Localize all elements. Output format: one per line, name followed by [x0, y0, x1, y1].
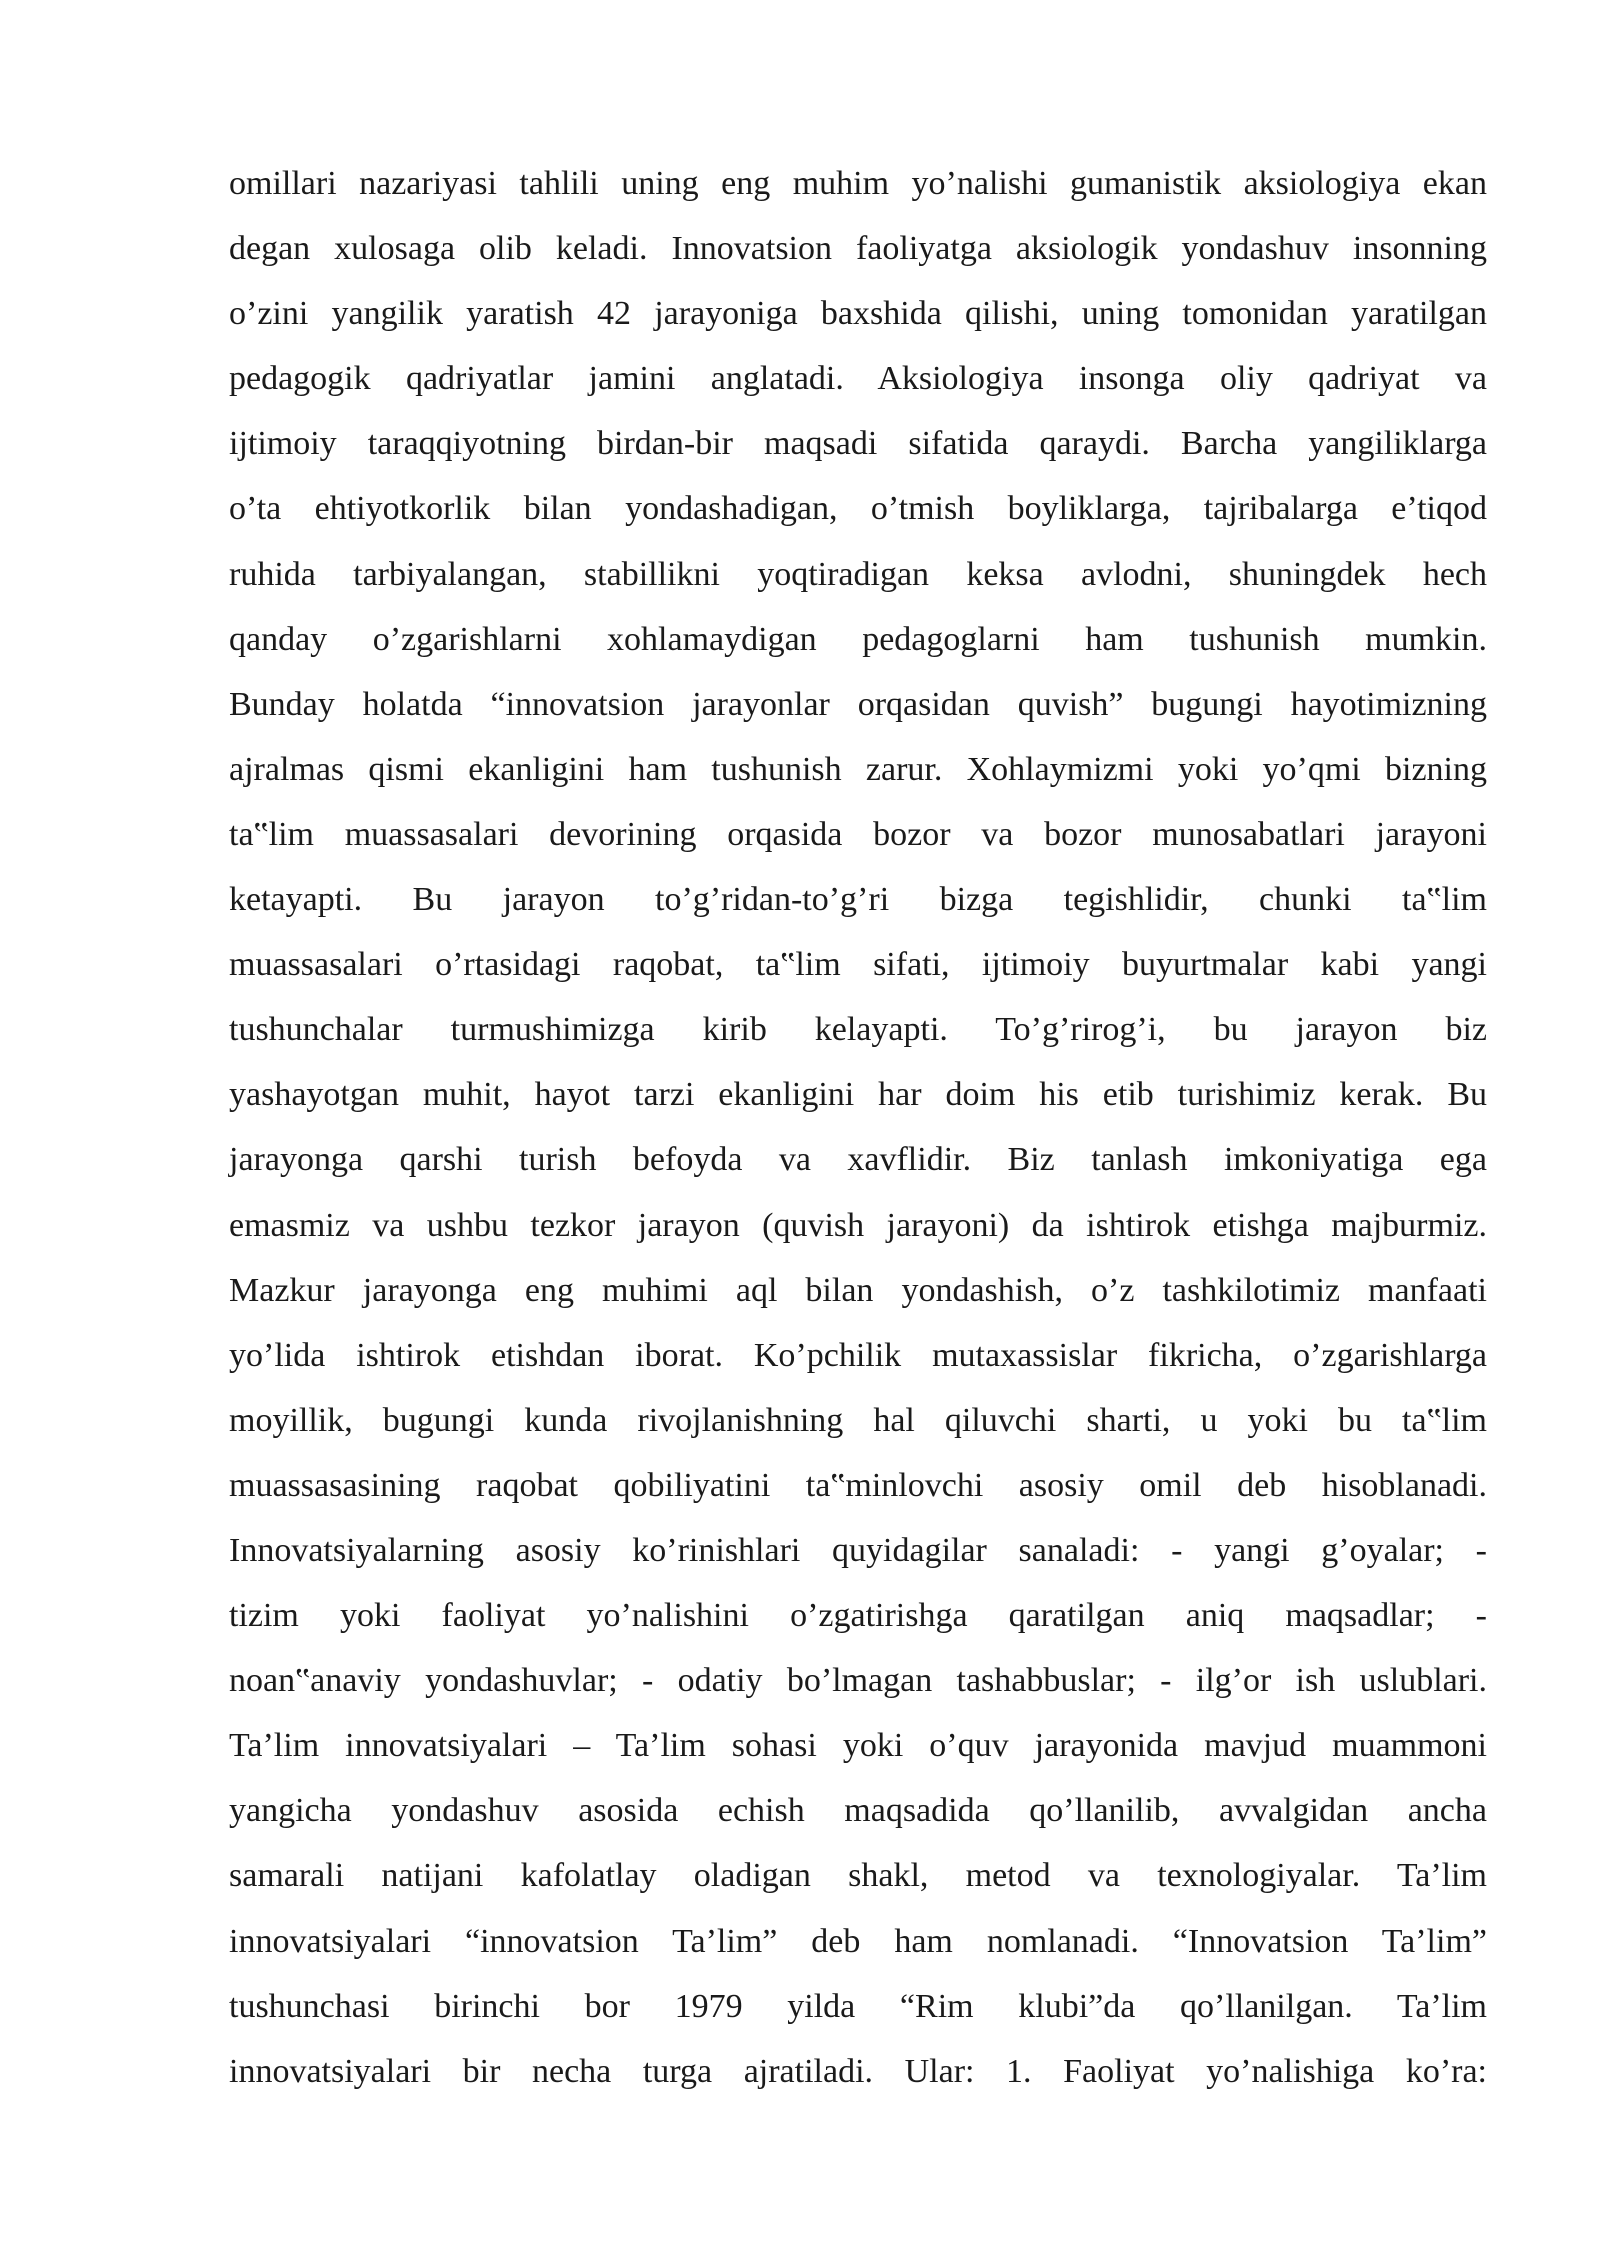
text-line: Ta’lim innovatsiyalari – Ta’lim sohasi yoki o’quv jarayonida mavjud muammoni [229, 1727, 1487, 1765]
text-line: tushunchalar turmushimizga kirib kelayapti. To’g’rirog’i, bu jarayon biz [229, 1011, 1487, 1049]
text-line: omillari nazariyasi tahlili uning eng muhim yo’nalishi gumanistik aksiologiya ekan [229, 165, 1487, 202]
text-line: innovatsiyalari “innovatsion Ta’lim” deb ham nomlanadi. “Innovatsion Ta’lim” [229, 1922, 1487, 1960]
text-line: emasmiz va ushbu tezkor jarayon (quvish jarayoni) da ishtirok etishga majburmiz. [229, 1206, 1487, 1244]
text-line: samarali natijani kafolatlay oladigan shakl, metod va texnologiyalar. Ta’lim [229, 1857, 1487, 1895]
text-line: yo’lida ishtirok etishdan iborat. Ko’pchilik mutaxassislar fikricha, o’zgarishlarga [229, 1336, 1487, 1374]
text-line: ruhida tarbiyalangan, stabillikni yoqtiradigan keksa avlodni, shuningdek hech [229, 555, 1487, 593]
text-line: pedagogik qadriyatlar jamini anglatadi. Aksiologiya insonga oliy qadriyat va [229, 360, 1487, 398]
text-line: qanday o’zgarishlarni xohlamaydigan pedagoglarni ham tushunish mumkin. [229, 620, 1487, 658]
text-line: o’zini yangilik yaratish 42 jarayoniga baxshida qilishi, uning tomonidan yaratilgan [229, 295, 1487, 333]
text-line: yashayotgan muhit, hayot tarzi ekanligini har doim his etib turishimiz kerak. Bu [229, 1076, 1487, 1114]
text-line: tizim yoki faoliyat yo’nalishini o’zgatirishga qaratilgan aniq maqsadlar; - [229, 1597, 1487, 1635]
text-line: ijtimoiy taraqqiyotning birdan-bir maqsadi sifatida qaraydi. Barcha yangiliklarga [229, 425, 1487, 463]
text-line: noan‟anaviy yondashuvlar; - odatiy bo’lmagan tashabbuslar; - ilg’or ish uslublari. [229, 1662, 1487, 1700]
text-line: o’ta ehtiyotkorlik bilan yondashadigan, o’tmish boyliklarga, tajribalarga e’tiqod [229, 490, 1487, 528]
text-line: muassasalari o’rtasidagi raqobat, ta‟lim sifati, ijtimoiy buyurtmalar kabi yangi [229, 946, 1487, 984]
text-line: ajralmas qismi ekanligini ham tushunish zarur. Xohlaymizmi yoki yo’qmi bizning [229, 750, 1487, 788]
text-line: muassasasining raqobat qobiliyatini ta‟minlovchi asosiy omil deb hisoblanadi. [229, 1466, 1487, 1504]
text-line: innovatsiyalari bir necha turga ajratiladi. Ular: 1. Faoliyat yo’nalishiga ko’ra: [229, 2052, 1487, 2090]
text-line: Mazkur jarayonga eng muhimi aql bilan yondashish, o’z tashkilotimiz manfaati [229, 1271, 1487, 1309]
body-text [229, 151, 1487, 2104]
text-line: Bunday holatda “innovatsion jarayonlar orqasidan quvish” bugungi hayotimizning [229, 685, 1487, 723]
text-line: moyillik, bugungi kunda rivojlanishning hal qiluvchi sharti, u yoki bu ta‟lim [229, 1401, 1487, 1439]
text-line: jarayonga qarshi turish befoyda va xavflidir. Biz tanlash imkoniyatiga ega [229, 1141, 1487, 1179]
text-line: ta‟lim muassasalari devorining orqasida bozor va bozor munosabatlari jarayoni [229, 815, 1487, 853]
text-line: degan xulosaga olib keladi. Innovatsion faoliyatga aksiologik yondashuv insonning [229, 230, 1487, 268]
text-line: Innovatsiyalarning asosiy ko’rinishlari quyidagilar sanaladi: - yangi g’oyalar; - [229, 1531, 1487, 1569]
text-line: yangicha yondashuv asosida echish maqsadida qo’llanilib, avvalgidan ancha [229, 1792, 1487, 1830]
text-line: ketayapti. Bu jarayon to’g’ridan-to’g’ri bizga tegishlidir, chunki ta‟lim [229, 881, 1487, 919]
text-line: tushunchasi birinchi bor 1979 yilda “Rim klubi”da qo’llanilgan. Ta’lim [229, 1987, 1487, 2025]
